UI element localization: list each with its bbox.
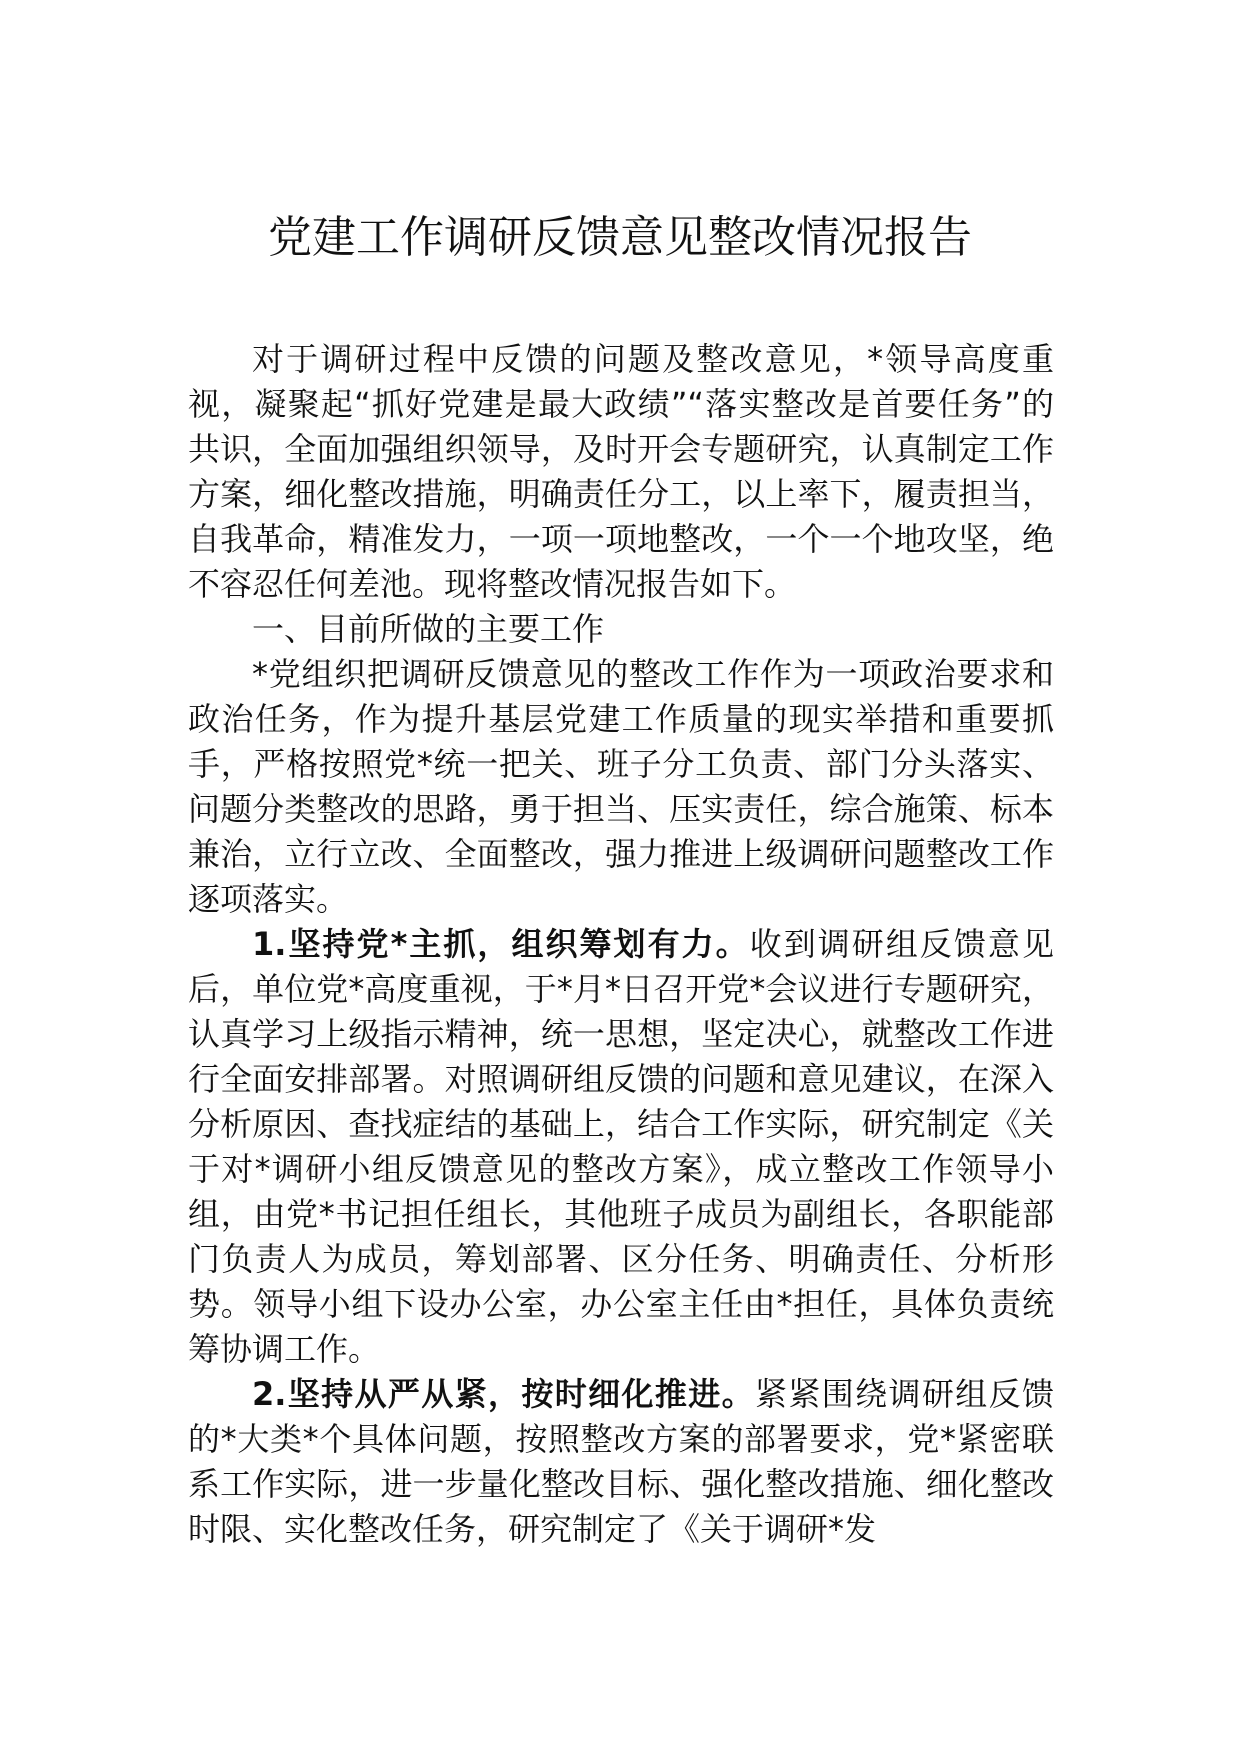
section-heading-text: 一、目前所做的主要工作 <box>252 610 605 648</box>
paragraph-text: 紧紧围绕调研组反馈的*大类*个具体问题，按照整改方案的部署要求，党*紧密联系工作实际，进一步量化整改目标、强化整改措施、细化整改时限、实化整改任务，研究制定了《关于调研*发 <box>188 1375 1054 1548</box>
paragraph-lead: 2.坚持从严从紧，按时细化推进。 <box>252 1375 755 1413</box>
paragraph-lead: 1.坚持党*主抓，组织筹划有力。 <box>252 925 750 963</box>
paragraph-text: 收到调研组反馈意见后，单位党*高度重视，于*月*日召开党*会议进行专题研究，认真学习上级指示精神，统一思想，坚定决心，就整改工作进行全面安排部署。对照调研组反馈的问题和意见建议，在深入分析原因、查找症结的基础上，结合工作实际，研究制定《关于对*调研小组反馈意见的整改方案》，成立整改工作领导小组，由党*书记担任组长，其他班子成员为副组长，各职能部门负责人为成员，筹划部署、区分任务、明确责任、分析形势。领导小组下设办公室，办公室主任由*担任，具体负责统筹协调工作。 <box>188 925 1054 1368</box>
paragraph-text: 对于调研过程中反馈的问题及整改意见，*领导高度重视，凝聚起“抓好党建是最大政绩”“落实整改是首要任务”的共识，全面加强组织领导，及时开会专题研究，认真制定工作方案，细化整改措施，明确责任分工，以上率下，履责担当，自我革命，精准发力，一项一项地整改，一个一个地攻坚，绝不容忍任何差池。现将整改情况报告如下。 <box>188 340 1054 603</box>
paragraph-item-2 <box>188 1372 1054 1552</box>
document-body <box>188 337 1054 1552</box>
paragraph-item-1 <box>188 922 1054 1372</box>
paragraph-section-summary <box>188 652 1054 922</box>
paragraph-intro <box>188 337 1054 607</box>
paragraph-text: *党组织把调研反馈意见的整改工作作为一项政治要求和政治任务，作为提升基层党建工作质量的现实举措和重要抓手，严格按照党*统一把关、班子分工负责、部门分头落实、问题分类整改的思路，勇于担当、压实责任，综合施策、标本兼治，立行立改、全面整改，强力推进上级调研问题整改工作逐项落实。 <box>188 655 1054 918</box>
document-title: 党建工作调研反馈意见整改情况报告 <box>268 212 972 263</box>
section-heading <box>188 607 1054 652</box>
